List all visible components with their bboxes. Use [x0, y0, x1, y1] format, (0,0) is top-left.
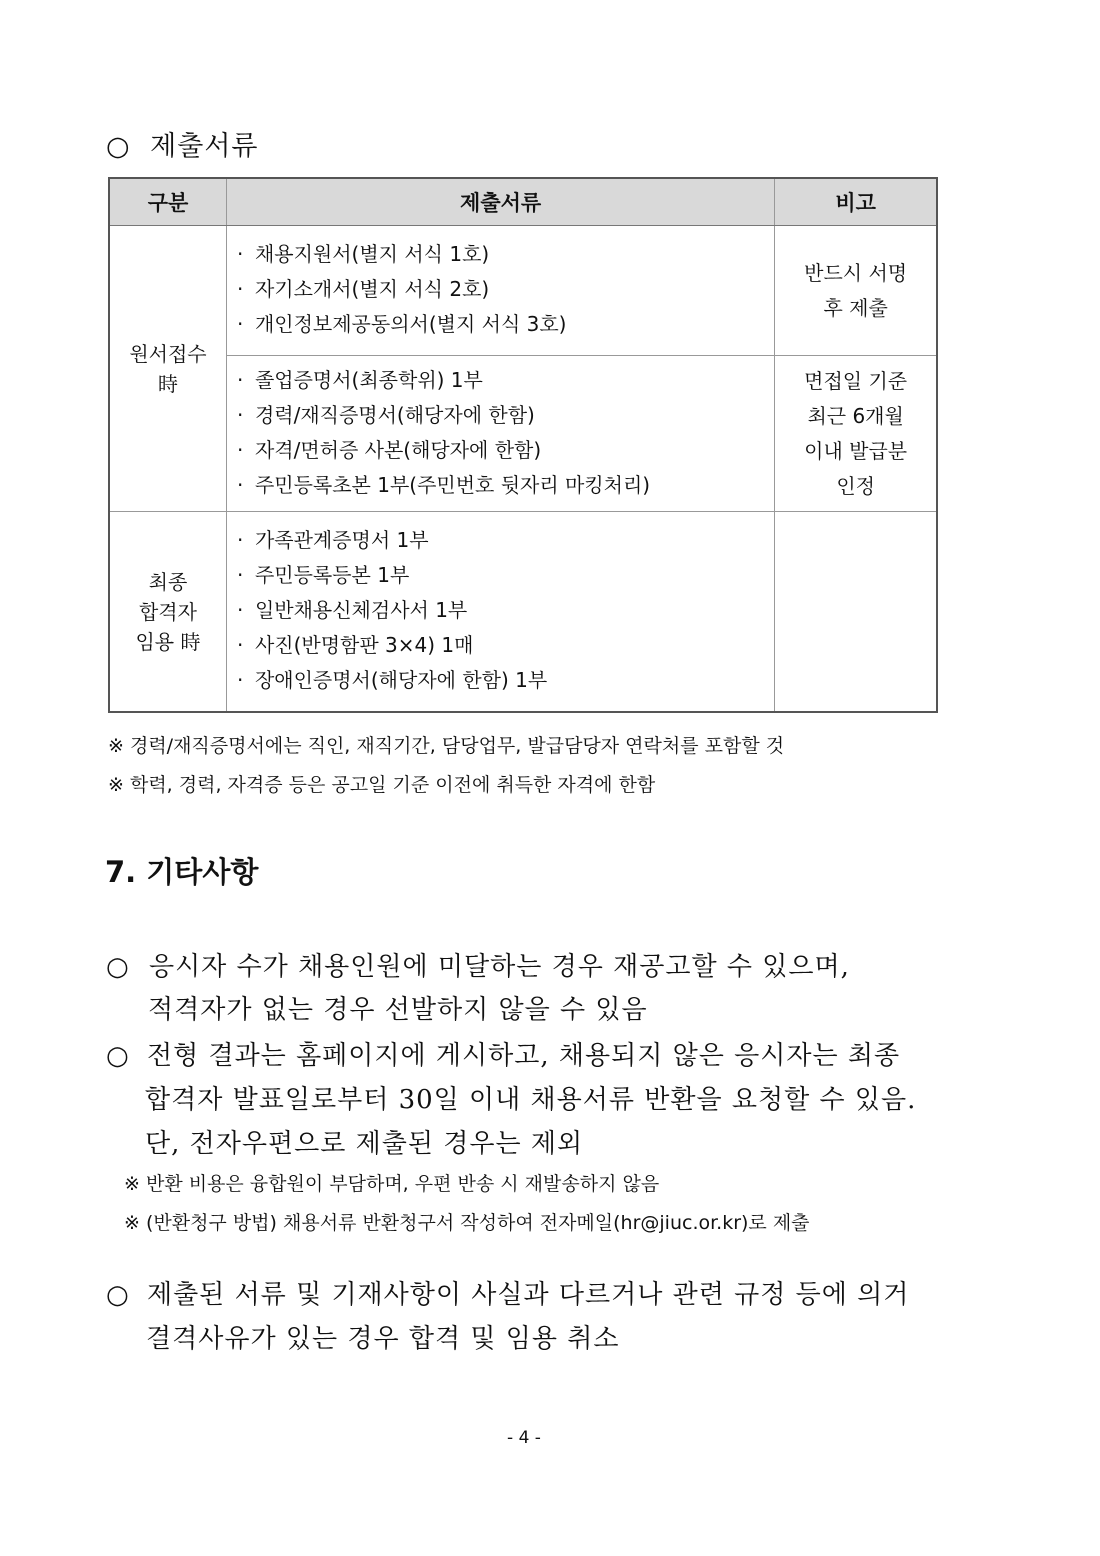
header-note: 비고 — [775, 178, 937, 226]
list-item: · 가족관계증명서 1부 — [236, 528, 429, 552]
list-item: · 장애인증명서(해당자에 한함) 1부 — [236, 668, 548, 692]
note-line: 후 제출 — [823, 295, 888, 320]
note-cell-empty — [775, 512, 937, 713]
table-footnote: ※ 학력, 경력, 자격증 등은 공고일 기준 이전에 취득한 자격에 한함 — [108, 774, 656, 796]
list-item: · 채용지원서(별지 서식 1호) — [236, 242, 490, 266]
table-footnote: ※ 경력/재직증명서에는 직인, 재직기간, 담당업무, 발급담당자 연락처를 포함할 것 — [108, 735, 785, 757]
documents-cell — [226, 356, 774, 512]
table-header-row — [109, 178, 937, 226]
table-row — [109, 512, 937, 713]
list-item: · 자격/면허증 사본(해당자에 한함) — [236, 437, 542, 462]
circle-bullet: ○ — [106, 1041, 130, 1071]
note-line: 최근 6개월 — [807, 403, 904, 428]
circle-bullet: ○ — [106, 1280, 130, 1310]
note-cell — [775, 226, 937, 356]
note-cell — [775, 356, 937, 512]
circle-bullet: ○ — [106, 131, 131, 162]
paragraph-line: ○ 응시자 수가 채용인원에 미달하는 경우 재공고할 수 있으며, — [106, 952, 850, 982]
documents-section-title — [106, 124, 258, 163]
category-line: 원서접수 — [129, 341, 207, 366]
header-category: 구분 — [109, 178, 226, 226]
category-cell — [109, 226, 226, 512]
reference-note: ※ 반환 비용은 융합원이 부담하며, 우편 반송 시 재발송하지 않음 — [124, 1173, 660, 1195]
section-title-text: 제출서류 — [150, 131, 259, 162]
reference-note: ※ (반환청구 방법) 채용서류 반환청구서 작성하여 전자메일(hr@jiuc.or.kr)로 제출 — [124, 1212, 810, 1234]
paragraph-line: ○ 전형 결과는 홈페이지에 게시하고, 채용되지 않은 응시자는 최종 — [106, 1041, 901, 1071]
note-line: 반드시 서명 — [804, 260, 908, 285]
list-item: · 자기소개서(별지 서식 2호) — [236, 277, 490, 301]
documents-cell — [226, 512, 774, 713]
header-documents: 제출서류 — [226, 178, 774, 226]
category-cell — [109, 512, 226, 713]
section-heading: 7. 기타사항 — [105, 855, 259, 889]
category-line: 최종 — [148, 569, 188, 594]
table-row — [109, 356, 937, 512]
circle-bullet: ○ — [106, 952, 130, 982]
documents-cell — [226, 226, 774, 356]
list-item: · 졸업증명서(최종학위) 1부 — [236, 367, 483, 392]
note-line: 이내 발급분 — [804, 438, 908, 463]
page-number: - 4 - — [507, 1428, 541, 1448]
list-item: · 주민등록초본 1부(주민번호 뒷자리 마킹처리) — [236, 472, 651, 497]
category-line: 임용 時 — [135, 629, 201, 654]
list-item: · 개인정보제공동의서(별지 서식 3호) — [236, 312, 567, 336]
paragraph-line: 결격사유가 있는 경우 합격 및 임용 취소 — [146, 1324, 620, 1354]
list-item: · 경력/재직증명서(해당자에 한함) — [236, 402, 535, 427]
list-item: · 사진(반명함판 3×4) 1매 — [236, 633, 474, 657]
documents-table — [108, 177, 938, 713]
paragraph-line: ○ 제출된 서류 및 기재사항이 사실과 다르거나 관련 규정 등에 의거 — [106, 1280, 910, 1310]
category-line: 합격자 — [138, 599, 197, 624]
paragraph-line: 합격자 발표일로부터 30일 이내 채용서류 반환을 요청할 수 있음. — [145, 1085, 917, 1115]
list-item: · 주민등록등본 1부 — [236, 563, 410, 587]
note-line: 인정 — [836, 473, 875, 498]
category-line: 時 — [157, 371, 178, 396]
paragraph-line: 적격자가 없는 경우 선발하지 않을 수 있음 — [148, 995, 648, 1025]
paragraph-line: 단, 전자우편으로 제출된 경우는 제외 — [145, 1129, 584, 1159]
table-row — [109, 226, 937, 356]
list-item: · 일반채용신체검사서 1부 — [236, 598, 468, 622]
note-line: 면접일 기준 — [804, 368, 908, 393]
